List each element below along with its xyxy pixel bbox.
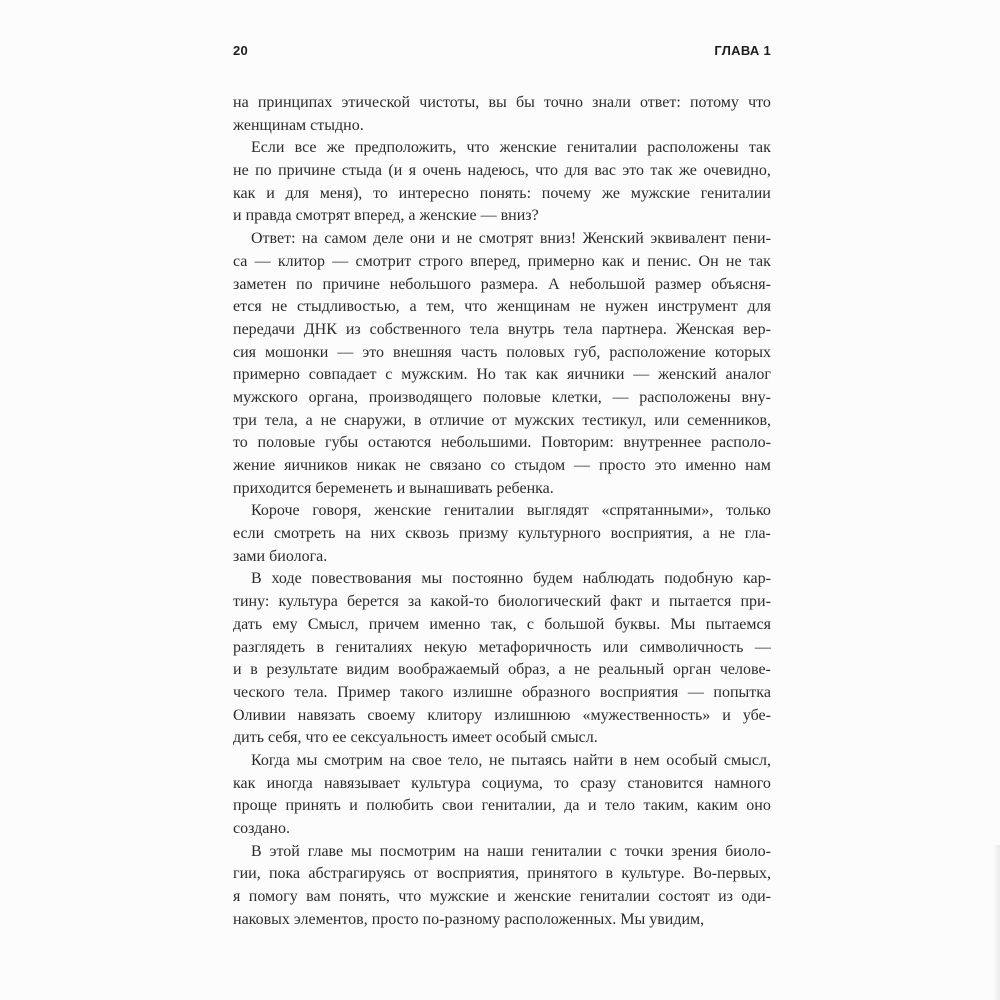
text-line: если смотреть на них сквозь призму культурного восприятия, а не гла- xyxy=(233,525,771,543)
text-line: на принципах этической чистоты, вы бы точно знали ответ: потому что xyxy=(233,94,771,111)
chapter-label: ГЛАВА 1 xyxy=(714,43,771,58)
text-line: дать ему Смысл, причем именно так, с большой буквы. Мы пытаемся xyxy=(233,615,771,633)
text-line: Ответ: на самом деле они и не смотрят вниз! Женский эквивалент пени- xyxy=(251,230,771,248)
paragraph xyxy=(233,92,771,137)
text-line: разглядеть в гениталиях некую метафоричность или символичность — xyxy=(233,638,771,656)
text-line: гии, пока абстрагируясь от восприятия, принятого в культуре. Во-первых, xyxy=(233,865,771,883)
text-line: Когда мы смотрим на свое тело, не пытаясь найти в нем особый смысл, xyxy=(251,751,771,769)
text-line: Короче говоря, женские гениталии выглядят «спрятанными», только xyxy=(251,502,771,520)
text-line: примерно совпадает с мужским. Но так как яичники — женский аналог xyxy=(233,366,771,384)
paragraph xyxy=(233,841,771,932)
text-line: я помогу вам понять, что мужские и женские гениталии состоят из оди- xyxy=(233,888,771,906)
text-line: приходится беременеть и вынашивать ребенка. xyxy=(233,479,554,497)
text-line: тину: культура берется за какой-то биологический факт и пытается при- xyxy=(233,593,771,611)
text-line: дить себя, что ее сексуальность имеет особый смысл. xyxy=(233,729,598,747)
text-line: ческого тела. Пример такого излишне образного восприятия — попытка xyxy=(233,683,771,701)
text-line: сия мошонки — это внешняя часть половых губ, расположение которых xyxy=(233,343,771,361)
text-line: Если все же предположить, что женские гениталии расположены так xyxy=(251,139,771,157)
text-line: создано. xyxy=(233,820,290,837)
text-line: проще принять и полюбить свои гениталии, да и тело таким, каким оно xyxy=(233,797,771,815)
page-body xyxy=(233,92,771,931)
text-line: как иногда навязывает культура социума, то сразу становится намного xyxy=(233,774,771,792)
text-line: женщинам стыдно. xyxy=(233,116,364,134)
paragraph xyxy=(233,750,771,841)
text-line: и в результате видим воображаемый образ, а не реальный орган челове- xyxy=(233,661,771,679)
page-header xyxy=(233,44,771,58)
text-line: передачи ДНК из собственного тела внутрь тела партнера. Женская вер- xyxy=(233,320,771,338)
text-line: наковых элементов, просто по-разному расположенных. Мы увидим, xyxy=(233,910,705,928)
text-line: и правда смотрят вперед, а женские — вниз? xyxy=(233,207,539,225)
text-line: жение яичников никак не связано со стыдом — просто это именно нам xyxy=(233,457,771,474)
text-line: В ходе повествования мы постоянно будем наблюдать подобную кар- xyxy=(251,570,771,588)
paragraph xyxy=(233,228,771,500)
page-edge-shadow xyxy=(993,845,1000,1000)
page-number: 20 xyxy=(233,43,249,58)
text-line: ется не стыдливостью, а тем, что женщинам не нужен инструмент для xyxy=(233,298,771,316)
text-line: зами биолога. xyxy=(233,547,328,565)
paragraph xyxy=(233,568,771,750)
text-line: мужского органа, производящего половые клетки, — расположены вну- xyxy=(233,388,771,406)
text-line: как и для меня), то интересно понять: почему же мужские гениталии xyxy=(233,184,771,202)
text-line: три тела, а не снаружи, в отличие от мужских тестикул, или семенников, xyxy=(233,411,771,429)
paragraph xyxy=(233,137,771,228)
text-line: не по причине стыда (и я очень надеюсь, что для вас это так же очевидно, xyxy=(233,162,771,180)
text-line: то половые губы остаются небольшими. Повторим: внутреннее располо- xyxy=(233,434,771,452)
paragraph xyxy=(233,500,771,568)
text-line: В этой главе мы посмотрим на наши гениталии с точки зрения биоло- xyxy=(251,842,771,860)
text-line: Оливии навязать своему клитору излишнюю «мужественность» и убе- xyxy=(233,706,771,724)
text-line: са — клитор — смотрит строго вперед, примерно как и пенис. Он не так xyxy=(233,252,771,270)
text-line: заметен по причине небольшого размера. А небольшой размер объясня- xyxy=(233,275,771,293)
